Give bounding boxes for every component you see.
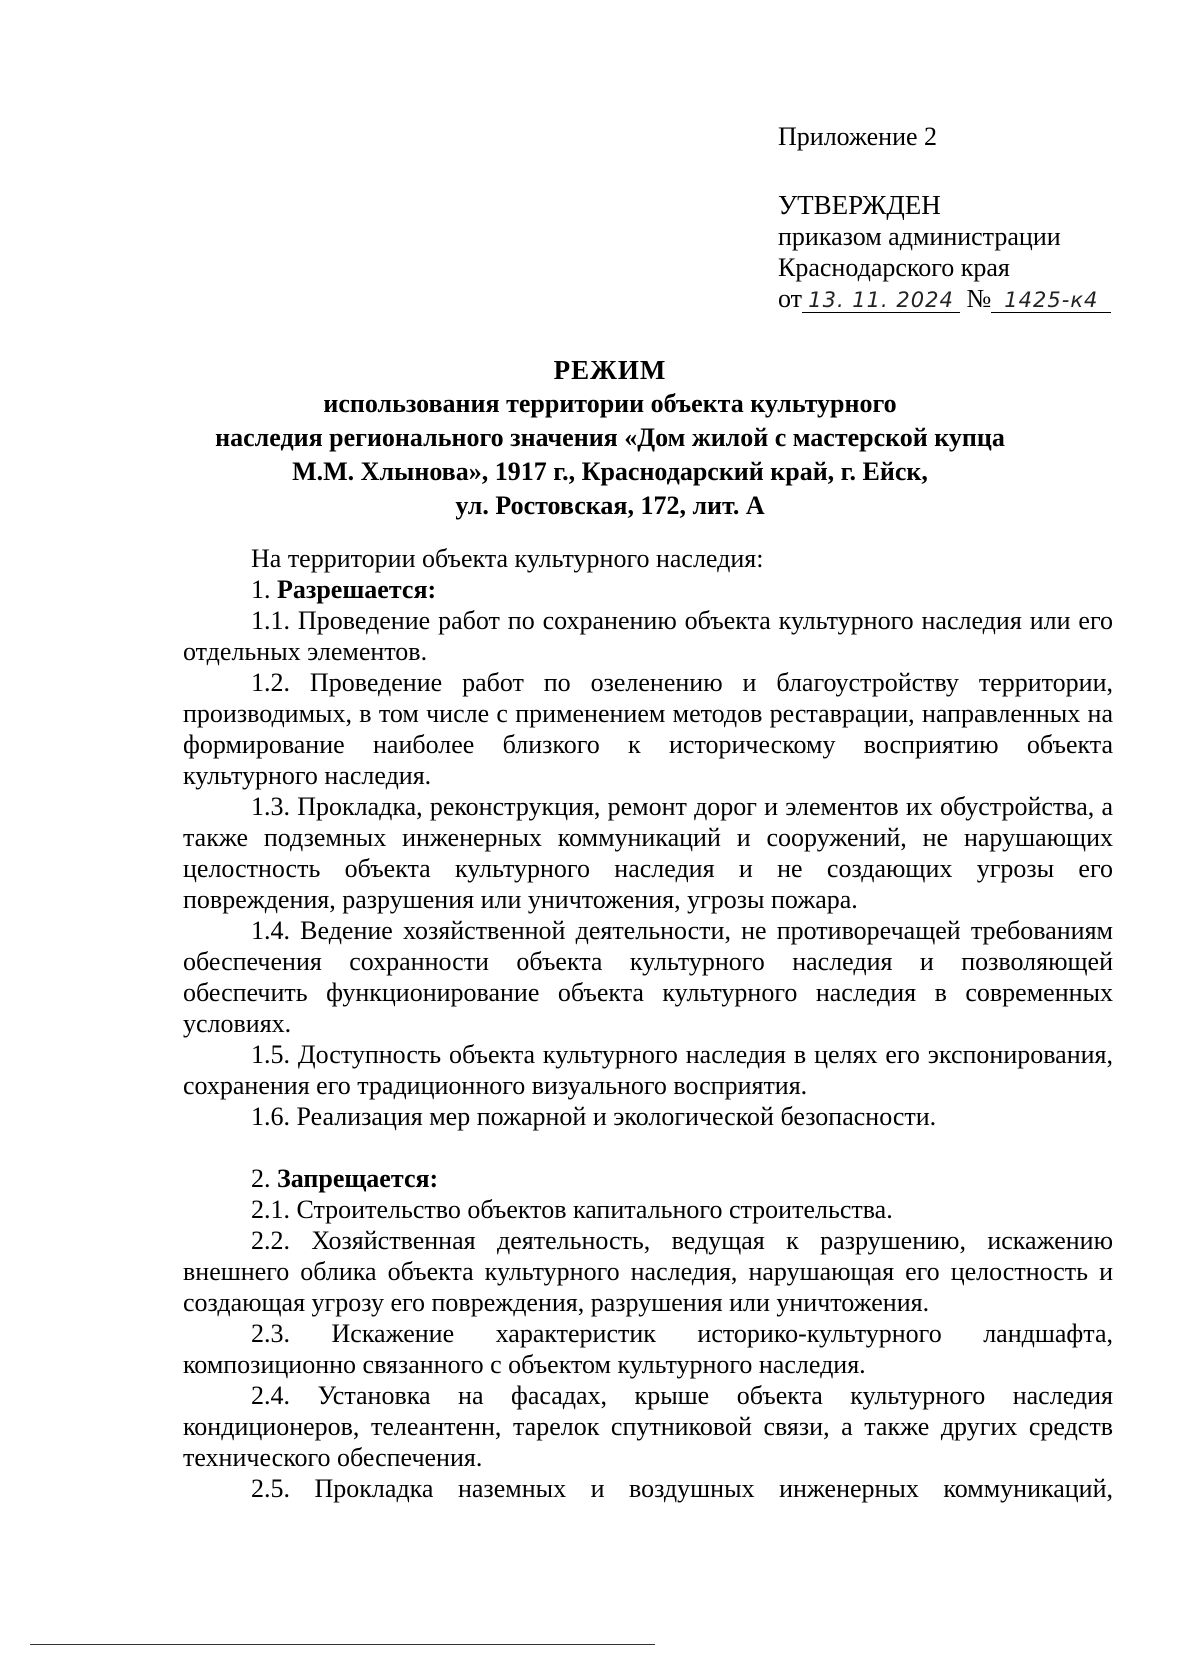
document-title [180, 353, 1040, 523]
section-1-title: Разрешается: [277, 575, 437, 604]
approved-by-line-2: Краснодарского края [778, 253, 1010, 282]
section-2-heading [183, 1163, 1113, 1194]
section-2-item: 2.5. Прокладка наземных и воздушных инженерных коммуникаций, [251, 1474, 1113, 1503]
approved-title: УТВЕРЖДЕН [778, 190, 941, 220]
section-1-heading [183, 574, 1113, 605]
bottom-divider-line [30, 1644, 655, 1645]
section-2-item: 2.1. Строительство объектов капитального строительства. [251, 1195, 893, 1224]
title-line-1: использования территории объекта культурного [323, 389, 897, 418]
number-prefix: № [966, 284, 992, 313]
approval-block [778, 190, 1111, 314]
section-1-item: 1.1. Проведение работ по сохранению объекта культурного наследия или его отдельных элементов. [183, 606, 1113, 666]
section-2-item: 2.3. Искажение характеристик историко-культурного ландшафта, композиционно связанного с объектом культурного наследия. [183, 1319, 1113, 1379]
document-body [183, 543, 1113, 1504]
date-prefix: от [778, 284, 803, 313]
approved-by-line-1: приказом администрации [778, 222, 1061, 251]
section-1-item: 1.6. Реализация мер пожарной и экологической безопасности. [251, 1102, 937, 1131]
title-main: РЕЖИМ [553, 355, 667, 385]
section-1-item: 1.4. Ведение хозяйственной деятельности, не противоречащей требованиям обеспечения сохранности объекта культурного наследия и позволяющей обеспечить функционирование объекта культурного наследия в современных условиях. [183, 916, 1113, 1038]
section-2-number: 2. [251, 1164, 271, 1193]
section-1-item: 1.5. Доступность объекта культурного наследия в целях его экспонирования, сохранения его традиционного визуального восприятия. [183, 1040, 1113, 1100]
title-line-3: М.М. Хлынова», 1917 г., Краснодарский край, г. Ейск, [292, 457, 928, 486]
section-1-item: 1.3. Прокладка, реконструкция, ремонт дорог и элементов их обустройства, а также подземных инженерных коммуникаций и сооружений, не нарушающих целостность объекта культурного наследия и не создающих угрозы его повреждения, разрушения или уничтожения, угрозы пожара. [183, 792, 1113, 914]
date-number-line [778, 283, 1111, 314]
section-2-item: 2.2. Хозяйственная деятельность, ведущая к разрушению, искажению внешнего облика объекта культурного наследия, нарушающая его целостность и создающая угрозу его повреждения, разрушения или уничтожения. [183, 1226, 1113, 1317]
section-gap [183, 1132, 1113, 1163]
handwritten-date: 13. 11. 2024 [802, 288, 960, 313]
section-1-number: 1. [251, 575, 271, 604]
title-line-4: ул. Ростовская, 172, лит. А [455, 491, 765, 520]
section-1-item: 1.2. Проведение работ по озеленению и благоустройству территории, производимых, в том числе с применением методов реставрации, направленных на формирование наиболее близкого к историческому восприятию объекта культурного наследия. [183, 668, 1113, 790]
appendix-label: Приложение 2 [778, 122, 938, 151]
title-line-2: наследия регионального значения «Дом жилой с мастерской купца [215, 423, 1005, 452]
section-2-item: 2.4. Установка на фасадах, крыше объекта культурного наследия кондиционеров, телеантенн, тарелок спутниковой связи, а также других средств технического обеспечения. [183, 1381, 1113, 1472]
section-2-title: Запрещается: [277, 1164, 439, 1193]
handwritten-number: 1425-к4 [991, 288, 1111, 313]
intro-paragraph: На территории объекта культурного наследия: [251, 544, 764, 573]
